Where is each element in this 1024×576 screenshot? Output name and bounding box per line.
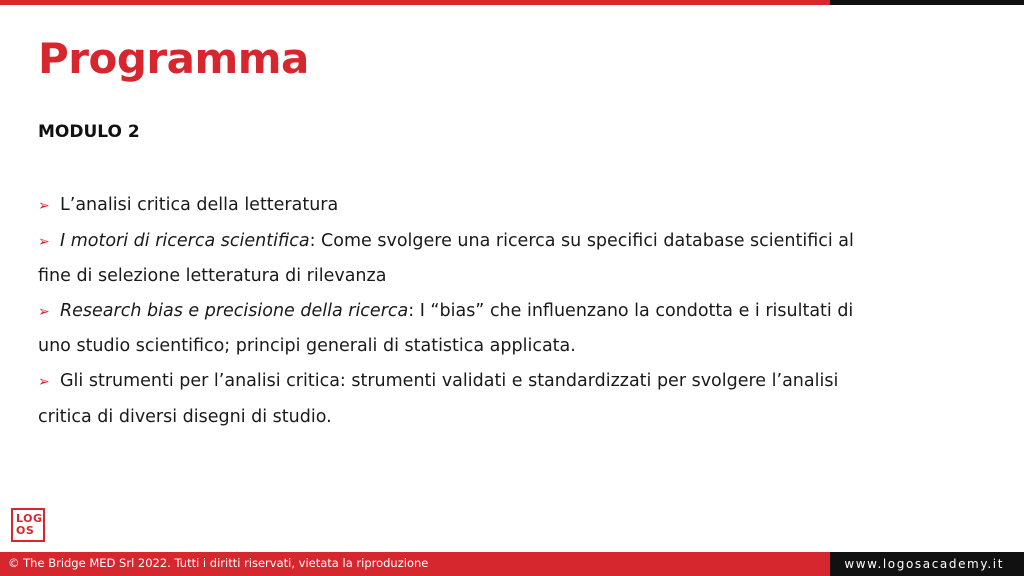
top-accent-bar <box>0 0 830 5</box>
top-dark-bar <box>830 0 1024 5</box>
copyright-text: © The Bridge MED Srl 2022. Tutti i diritti riservati, vietata la riproduzione <box>8 556 429 570</box>
arrow-bullet-icon: ➢ <box>38 198 50 214</box>
arrow-bullet-icon: ➢ <box>38 373 50 390</box>
logos-logo <box>11 508 45 542</box>
bullet-italic-text: Research bias e precisione della ricerca <box>60 300 409 321</box>
page-title: Programma <box>38 34 309 83</box>
list-item <box>38 224 938 260</box>
bullet-text: : I “bias” che influenzano la condotta e i risultati di <box>408 300 854 321</box>
arrow-bullet-icon: ➢ <box>38 303 50 320</box>
bullet-list <box>38 188 938 434</box>
bullet-text: L’analisi critica della letteratura <box>60 195 339 215</box>
bullet-continuation: critica di diversi disegni di studio. <box>38 406 332 427</box>
website-link[interactable]: www.logosacademy.it <box>844 557 1004 571</box>
module-heading: MODULO 2 <box>38 122 140 142</box>
bullet-text: : Come svolgere una ricerca su specifici database scientifici al <box>309 230 854 251</box>
arrow-bullet-icon: ➢ <box>38 233 50 250</box>
bullet-continuation: uno studio scientifico; principi generali di statistica applicata. <box>38 336 576 357</box>
list-item <box>38 294 938 330</box>
bullet-italic-text: I motori di ricerca scientifica <box>60 230 310 251</box>
list-item <box>38 188 938 224</box>
list-item <box>38 364 938 400</box>
logo-line-2: OS <box>16 524 35 537</box>
logo-line-1: LOG <box>16 512 43 525</box>
bullet-continuation: fine di selezione letteratura di rilevanza <box>38 266 387 287</box>
bullet-text: Gli strumenti per l’analisi critica: strumenti validati e standardizzati per svolgere l’analisi <box>60 370 839 391</box>
